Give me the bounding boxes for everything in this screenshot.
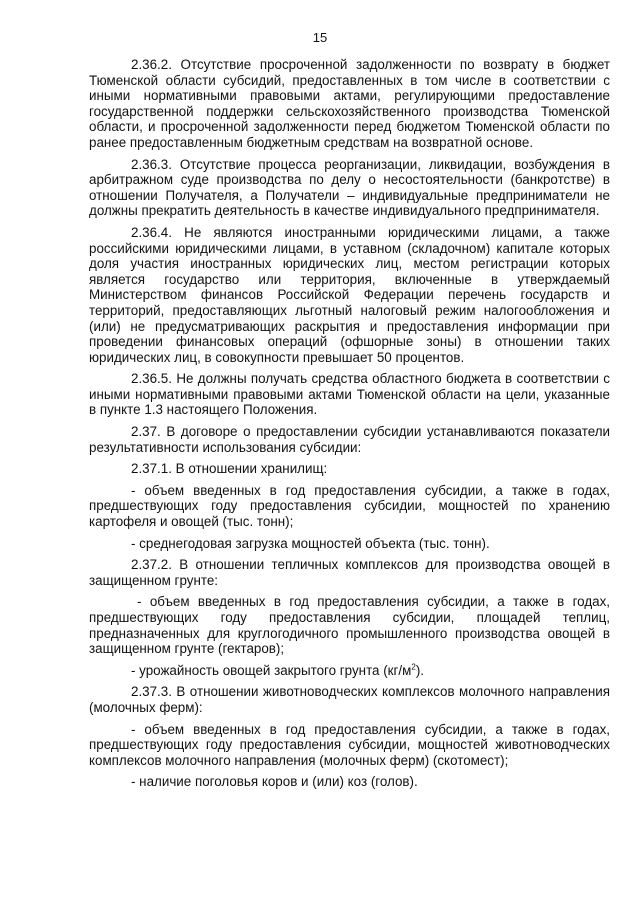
clause-2-36-4: 2.36.4. Не являются иностранными юридическими лицами, а также российскими юридическими лицами, в уставном (складочном) капитале которых доля участия иностранных юридических лиц, местом регистрации которых является государство или территория, включенные в утверждаемый Министерством финансов Российской Федерации перечень государств и территорий, предоставляющих льготный налоговый режим налогообложения и (или) не предусматривающих раскрытия и предоставления информации при проведении финансовых операций (офшорные зоны) в отношении таких юридических лиц, в совокупности превышает 50 процентов. [89, 224, 610, 365]
dairy-capacity-item: - объем введенных в год предоставления субсидии, а также в годах, предшествующих году предоставления субсидии, мощностей животноводческих комплексов молочного направления (молочных ферм) (скотомест); [89, 721, 610, 768]
greenhouse-yield-tail: ). [415, 662, 424, 678]
clause-2-36-2: 2.36.2. Отсутствие просроченной задолженности по возврату в бюджет Тюменской области субсидий, предоставленных в том числе в соответствии с иными нормативными правовыми актами, регулирующими предоставление государственной поддержки сельскохозяйственного производства Тюменской области, и просроченной задолженности перед бюджетом Тюменской области по ранее предоставленным бюджетным средствам на возвратной основе. [89, 57, 610, 150]
greenhouse-yield-text: - урожайность овощей закрытого грунта (кг/м [131, 662, 412, 678]
clause-2-36-5: 2.36.5. Не должны получать средства областного бюджета в соответствии с иными нормативными правовыми актами Тюменской области на цели, указанные в пункте 1.3 настоящего Положения. [89, 371, 610, 418]
storage-capacity-item: - объем введенных в год предоставления субсидии, а также в годах, предшествующих году предоставления субсидии, мощностей по хранению картофеля и овощей (тыс. тонн); [89, 482, 610, 530]
clause-2-37-2: 2.37.2. В отношении тепличных комплексов для производства овощей в защищенном грунте: [89, 557, 610, 588]
livestock-count-item: - наличие поголовья коров и (или) коз (голов). [131, 774, 418, 790]
clause-2-37-1: 2.37.1. В отношении хранилищ: [131, 461, 328, 477]
storage-load-item: - среднегодовая загрузка мощностей объекта (тыс. тонн). [131, 535, 490, 551]
greenhouse-area-item: - объем введенных в год предоставления субсидии, а также в годах, предшествующих году предоставления субсидии, площадей теплиц, предназначенных для круглогодичного промышленного производства овощей в защищенном грунте (гектаров); [89, 594, 610, 657]
greenhouse-yield-item [89, 663, 610, 679]
clause-2-36-3: 2.36.3. Отсутствие процесса реорганизации, ликвидации, возбуждения в арбитражном суде производства по делу о несостоятельности (банкротстве) в отношении Получателя, а Получатели – индивидуальные предприниматели не должны прекратить деятельность в качестве индивидуального предпринимателя. [89, 156, 610, 219]
document-body [89, 57, 610, 796]
clause-2-37: 2.37. В договоре о предоставлении субсидии устанавливаются показатели результативности использования субсидии: [89, 424, 610, 455]
clause-2-37-3: 2.37.3. В отношении животноводческих комплексов молочного направления (молочных ферм): [89, 684, 610, 715]
page-number: 15 [312, 30, 328, 45]
unit-superscript: 2 [411, 662, 416, 672]
